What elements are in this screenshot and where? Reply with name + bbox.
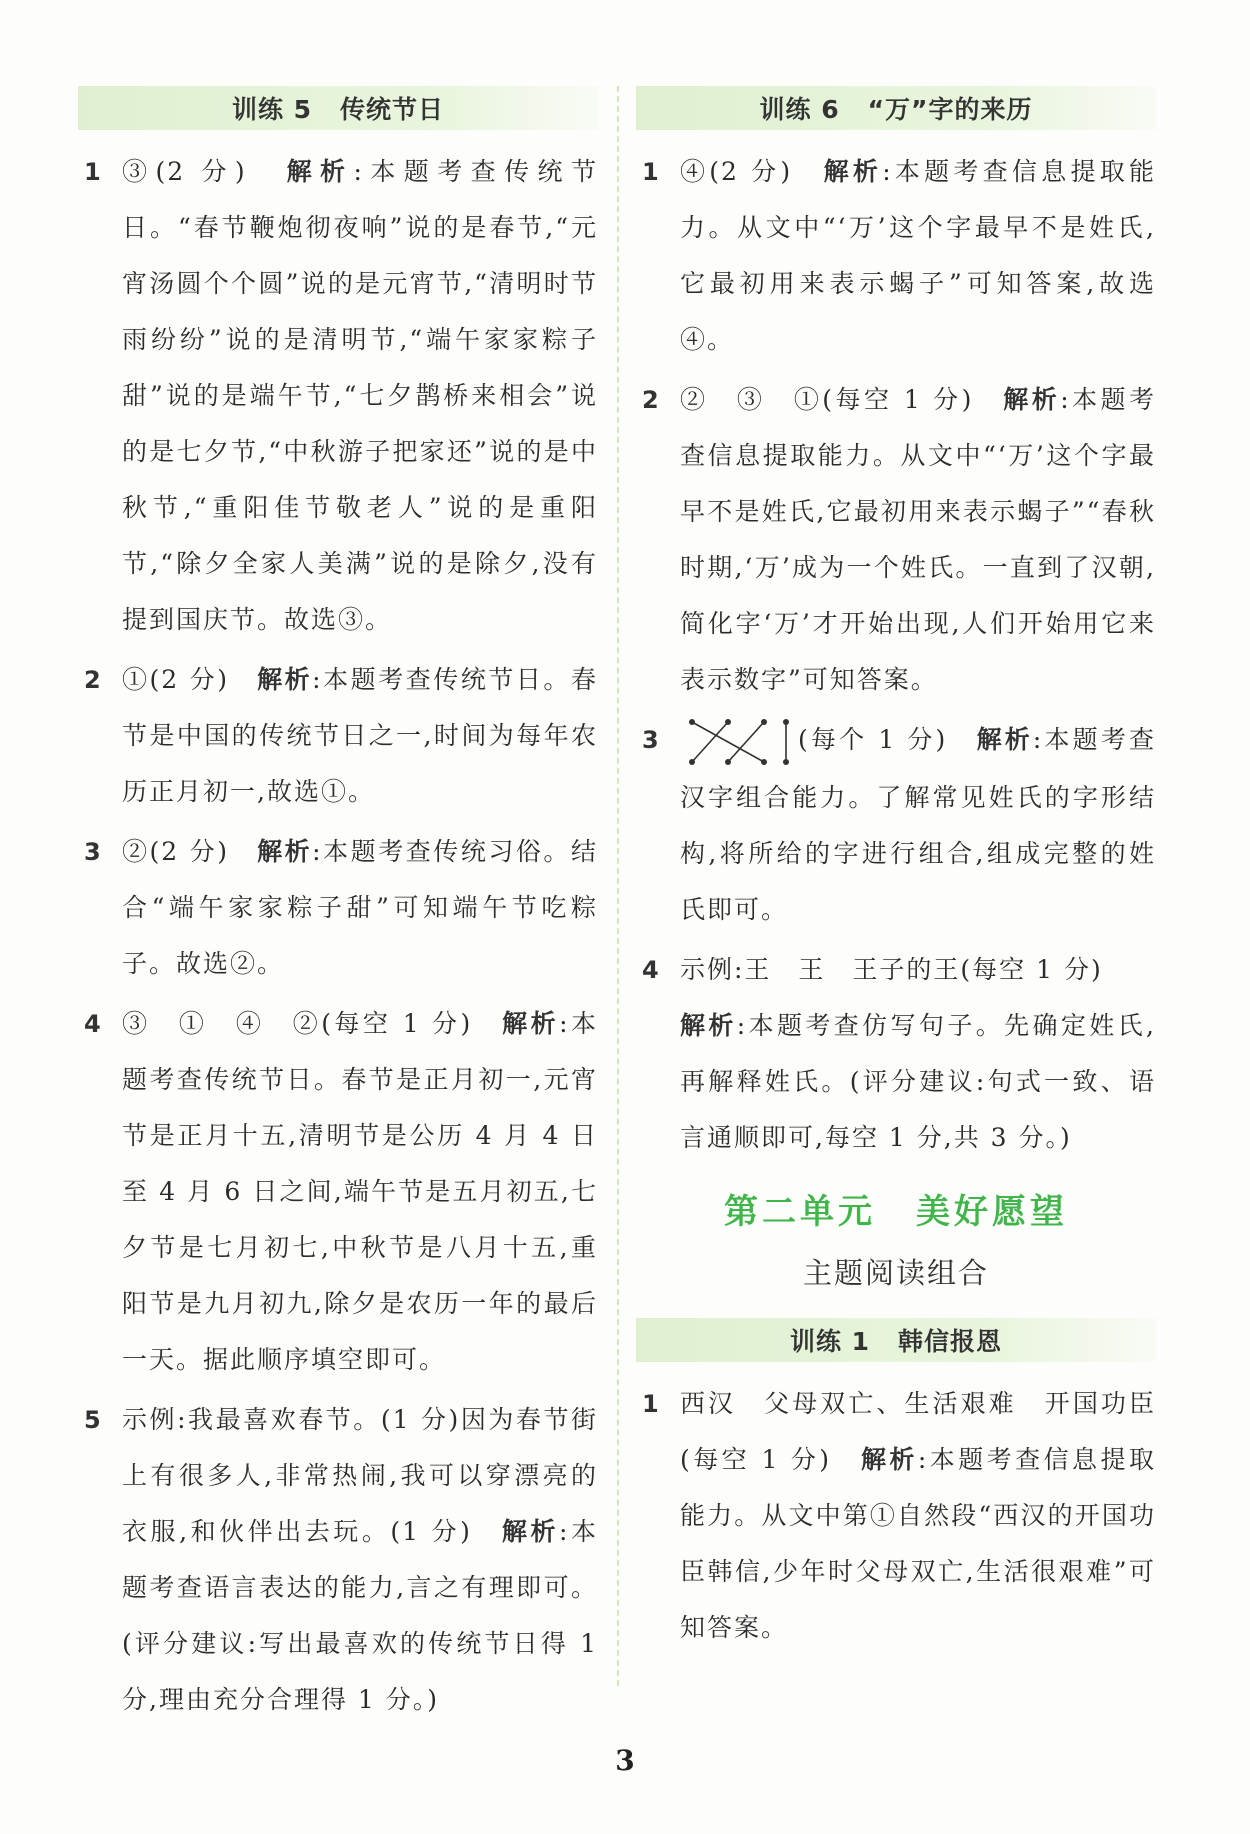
question-number: 3	[642, 726, 659, 754]
answer-item	[636, 942, 1156, 1166]
analysis-text: :本题考查传统节日。春节是中国的传统节日之一,时间为每年农历正月初一,故选①。	[122, 665, 598, 806]
analysis-text: :本题考查传统节日。春节是正月初一,元宵节是正月十五,清明节是公历 4 月 4 日至 4 月 6 日之间,端午节是五月初五,七夕节是七月初七,中秋节是八月十五,重阳节是九月初九,除夕是农历一年的最后一天。据此顺序填空即可。	[122, 1009, 598, 1374]
analysis-keyword: 解析	[1003, 385, 1061, 414]
unit-name: 美好愿望	[916, 1191, 1068, 1232]
answer-item	[636, 144, 1156, 368]
right-column	[636, 86, 1156, 1660]
analysis-keyword: 解析	[860, 1444, 918, 1474]
column-divider	[617, 86, 619, 1686]
analysis-keyword: 解析	[501, 1517, 560, 1546]
question-number: 4	[84, 1010, 101, 1038]
answer-item	[78, 1392, 598, 1728]
answer-lead: ③(2 分)	[122, 157, 287, 186]
answer-item	[78, 996, 598, 1388]
question-number: 2	[642, 386, 659, 414]
analysis-keyword: 解析	[976, 725, 1033, 754]
answer-item	[78, 652, 598, 820]
analysis-keyword: 解析	[502, 1009, 560, 1038]
analysis-text: :本题考查信息提取能力。从文中“‘万’这个字最早不是姓氏,它最初用来表示蝎子”“春秋时期,‘万’成为一个姓氏。一直到了汉朝,简化字‘万’才开始出现,人们开始用它来表示数字”可知答案。	[680, 385, 1156, 694]
unit-title	[636, 1184, 1156, 1233]
section-title: “万”字的来历	[867, 95, 1033, 124]
analysis-keyword: 解析	[257, 837, 313, 866]
section-number: 训练 1	[789, 1326, 871, 1356]
question-number: 3	[84, 838, 101, 866]
answer-lead: ①(2 分)	[122, 665, 258, 694]
question-number: 1	[642, 1389, 659, 1418]
section-header-training-6	[636, 86, 1156, 130]
section-title: 韩信报恩	[898, 1326, 1003, 1356]
matching-lines-icon	[686, 714, 794, 770]
analysis-keyword: 解析	[823, 157, 883, 186]
section-number: 训练 6	[759, 95, 840, 124]
section-title: 传统节日	[340, 95, 445, 124]
answer-item	[78, 144, 598, 648]
analysis-text: :本题考查传统习俗。结合“端午家家粽子甜”可知端午节吃粽子。故选②。	[122, 837, 598, 978]
section-header-training-5	[78, 86, 598, 130]
analysis-text: :本题考查传统节日。“春节鞭炮彻夜响”说的是春节,“元宵汤圆个个圆”说的是元宵节,“清明时节雨纷纷”说的是清明节,“端午家家粽子甜”说的是端午节,“七夕鹊桥来相会”说的是七夕节,“中秋游子把家还”说的是中秋节,“重阳佳节敬老人”说的是重阳节,“除夕全家人美满”说的是除夕,没有提到国庆节。故选③。	[122, 157, 598, 634]
unit-number: 第二单元	[724, 1191, 876, 1232]
left-column	[78, 86, 598, 1732]
answer-lead: ②(2 分)	[122, 837, 258, 866]
question-number: 2	[84, 666, 101, 694]
analysis-text: :本题考查语言表达的能力,言之有理即可。(评分建议:写出最喜欢的传统节日得 1 分,理由充分合理得 1 分。)	[122, 1517, 598, 1714]
question-number: 4	[642, 955, 659, 984]
answer-lead: ④(2 分)	[680, 157, 824, 186]
analysis-keyword: 解析	[257, 665, 313, 694]
analysis-keyword: 解析	[286, 157, 354, 186]
answer-lead: ② ③ ①(每空 1 分)	[680, 385, 1004, 414]
answer-lead: ③ ① ④ ②(每空 1 分)	[122, 1009, 503, 1038]
answer-lead: 示例:我最喜欢春节。(1 分)因为春节街上有很多人,非常热闹,我可以穿漂亮的衣服,和伙伴出去玩。(1 分)	[122, 1405, 598, 1546]
answer-item	[636, 1376, 1156, 1656]
answer-lead: (每个 1 分)	[798, 725, 977, 754]
theme-subtitle: 主题阅读组合	[802, 1255, 989, 1290]
answer-item	[636, 372, 1156, 708]
section-header-training-1	[636, 1318, 1156, 1362]
analysis-text: :本题考查仿写句子。先确定姓氏,再解释姓氏。(评分建议:句式一致、语言通顺即可,每空 1 分,共 3 分。)	[680, 1010, 1156, 1152]
answer-lead: 西汉 父母双亡、生活艰难 开国功臣(每空 1 分)	[680, 1388, 1156, 1474]
question-number: 1	[642, 158, 659, 186]
question-number: 5	[84, 1406, 101, 1434]
answer-item	[78, 824, 598, 992]
question-number: 1	[84, 158, 101, 186]
page-number: 3	[615, 1744, 635, 1777]
section-number: 训练 5	[231, 95, 313, 124]
analysis-text: :本题考查信息提取能力。从文中第①自然段“西汉的开国功臣韩信,少年时父母双亡,生活很艰难”可知答案。	[680, 1444, 1156, 1642]
answer-lead: 示例:王 王 王子的王(每空 1 分)	[680, 954, 1103, 984]
analysis-text: :本题考查信息提取能力。从文中“‘万’这个字最早不是姓氏,它最初用来表示蝎子”可知答案,故选④。	[680, 157, 1156, 354]
analysis-keyword: 解析	[680, 1010, 737, 1040]
answer-item	[636, 712, 1156, 938]
analysis-text: :本题考查汉字组合能力。了解常见姓氏的字形结构,将所给的字进行组合,组成完整的姓氏即可。	[680, 725, 1156, 924]
